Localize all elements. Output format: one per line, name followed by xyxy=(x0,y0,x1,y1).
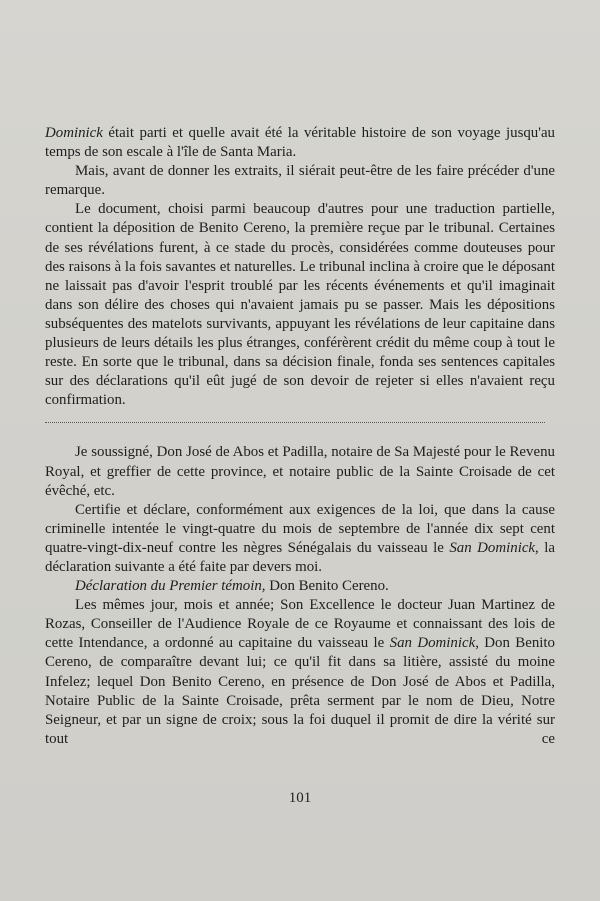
text-run: , Don Benito Cereno. xyxy=(261,578,389,595)
text-run: Je soussigné, Don José de Abos et Padilla, notaire de Sa Majesté pour le Revenu Royal, et greffier de cette province, et notaire public de la Sainte Croisade de cet évêché, etc. xyxy=(45,444,555,499)
italic-text: Dominick xyxy=(45,125,103,141)
text-run: , la déclaration suivante a été faite par devers moi. xyxy=(45,539,555,575)
text-run: Certifie et déclare, conformément aux exigences de la loi, que dans la cause criminelle intentée le vingt-quatre du mois de septembre de l'année dix sept cent quatre-vingt-dix-neuf contre les nègres Sénégalais du vaisseau le xyxy=(45,501,555,556)
italic-text: San Dominick xyxy=(449,539,536,556)
text-run: Mais, avant de donner les extraits, il siérait peut-être de les faire précéder d'une remarque. xyxy=(45,163,555,199)
italic-text: Déclaration du Premier témoin xyxy=(75,578,262,595)
paragraph-4 xyxy=(45,443,555,500)
text-run: , Don Benito Cereno, de comparaître devant lui; ce qu'il fit dans sa litière, assisté du moine Infelez; lequel Don Benito Cereno, en présence de Don José de Abos et Padilla, Notaire Public de la Sainte Croisade, prêta serment par le nom de Dieu, Notre Seigneur, et par un signe de croix; sous la foi duquel il promit de dire la vérité sur tout ce xyxy=(45,635,556,747)
paragraph-5 xyxy=(45,501,555,577)
paragraph-2 xyxy=(45,162,555,200)
italic-text: San Dominick xyxy=(389,635,476,652)
text-run: était parti et quelle avait été la véritable histoire de son voyage jusqu'au temps de son escale à l'île de Santa Maria. xyxy=(45,125,555,161)
body-text xyxy=(45,124,555,749)
paragraph-6 xyxy=(45,577,555,596)
paragraph-3 xyxy=(45,200,555,410)
dotted-separator xyxy=(45,414,545,423)
page-number: 101 xyxy=(288,790,312,806)
paragraph-7 xyxy=(45,596,555,749)
text-run: Le document, choisi parmi beaucoup d'autres pour une traduction partielle, contient la déposition de Benito Cereno, la première reçue par le tribunal. Certaines de ses révélations furent, à ce stade du procès, considérées comme douteuses pour des raisons à la fois savantes et naturelles. Le tribunal inclina à croire que le déposant ne laissait pas d'avoir l'esprit troublé par les récents événements et qu'il imaginait dans son délire des choses qui n'avaient jamais pu se passer. Mais les dépositions subséquentes des matelots survivants, appuyant les révélations de leur capitaine dans plusieurs de leurs détails les plus étranges, conférèrent crédit du même coup à tout le reste. En sorte que le tribunal, dans sa décision finale, fonda ses sentences capitales sur des déclarations qu'il eût jugé de son devoir de rejeter si elles n'avaient reçu confirmation. xyxy=(45,201,555,409)
text-run: Les mêmes jour, mois et année; Son Excellence le docteur Juan Martinez de Rozas, Conseiller de l'Audience Royale de ce Royaume et connaissant des lois de cette Intendance, a ordonné au capitaine du vaisseau le xyxy=(45,597,555,652)
paragraph-1 xyxy=(45,124,555,162)
